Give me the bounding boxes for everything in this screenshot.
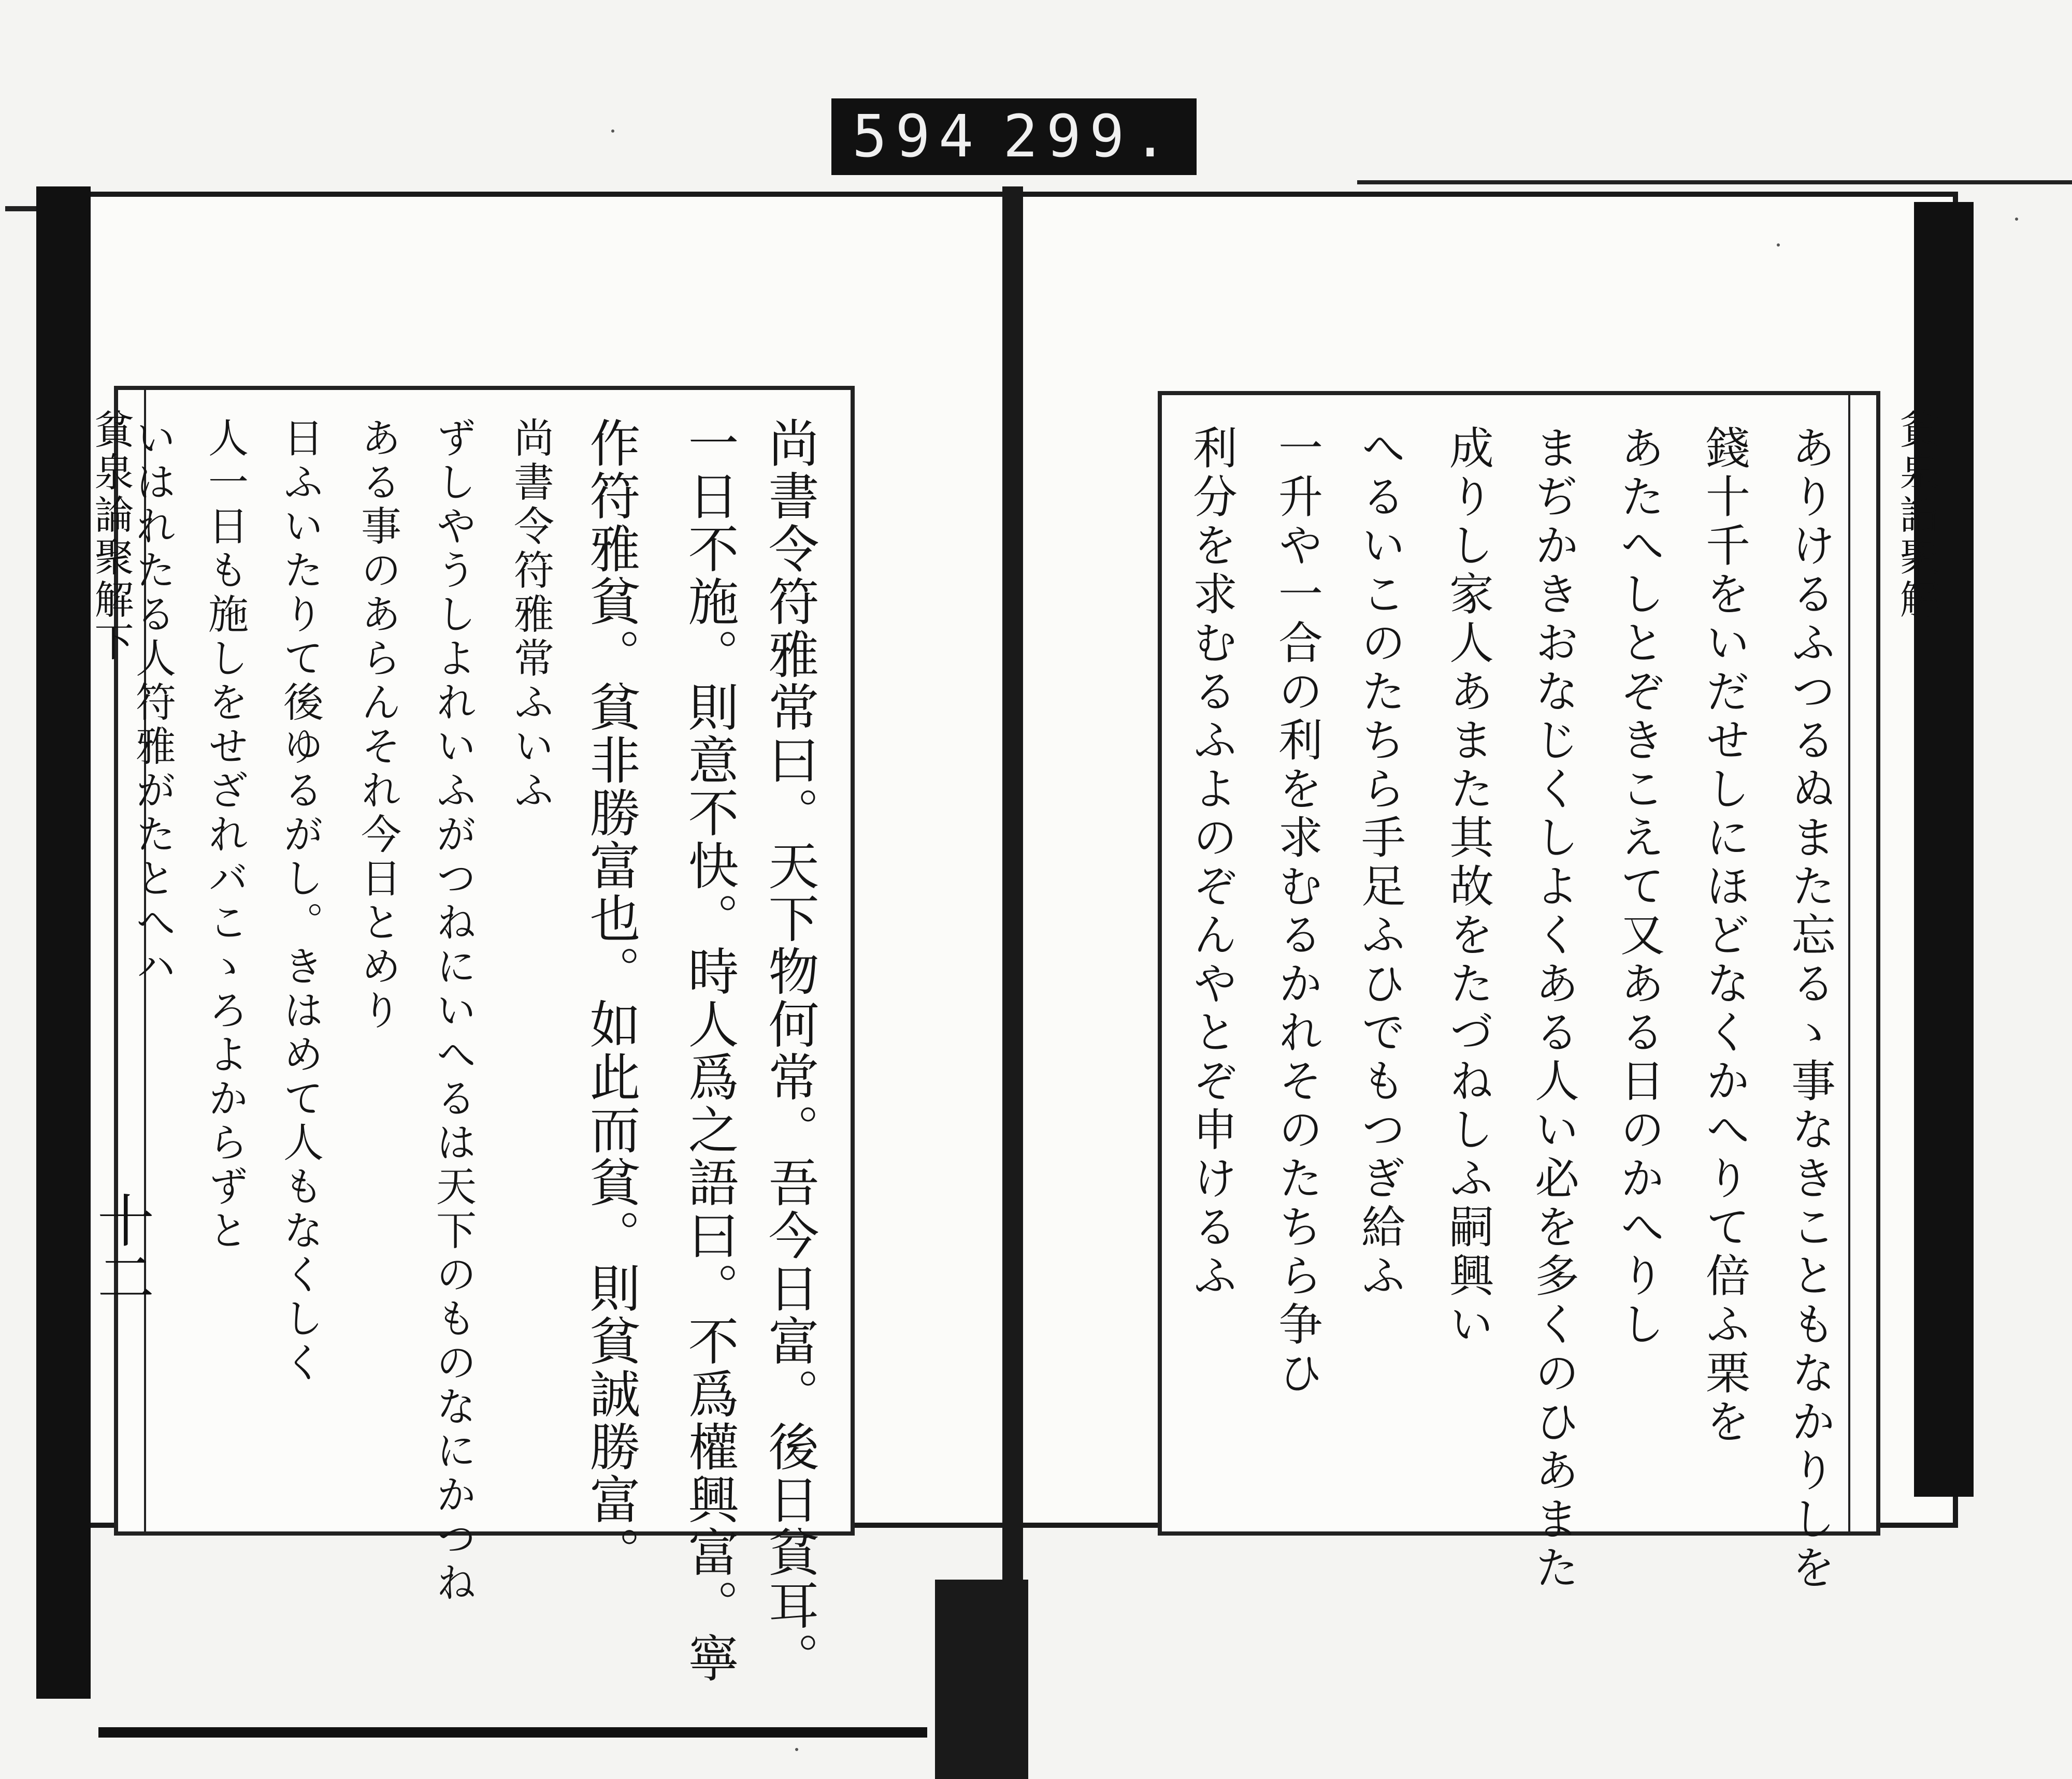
right-column-3: あたへしとぞきこえて又ある日のかへりし: [1613, 425, 1664, 1350]
left-margin-title: 貧泉論聚解下: [88, 409, 134, 664]
right-column-7: 一升や一合の利を求むるかれそのたちら争ひ: [1271, 425, 1322, 1398]
left-page-number: 十二: [88, 1191, 154, 1305]
left-column-1: 尚書令符雅常曰。天下物何常。吾今日富。後日貧耳。: [760, 417, 819, 1685]
left-column-5: ずしやうしよれいふがつねにいへるは天下のものなにかつね: [429, 417, 476, 1606]
left-column-6: ある事のあらんそれ今日とめり: [354, 417, 401, 1033]
spine-bottom-block: [935, 1580, 1028, 1779]
top-scan-rule-right: [1357, 180, 2072, 184]
right-text-frame: [1158, 391, 1880, 1536]
scan-speck: [611, 129, 614, 133]
right-margin-title: 貧泉論聚解: [1893, 409, 1939, 621]
frame-counter-right: 299.: [1003, 103, 1176, 170]
right-column-8: 利分を求むるふよのぞんやとぞ申けるふ: [1185, 425, 1237, 1301]
left-column-7: 日ふいたりて後ゆるがし。きはめて人もなくしく: [277, 417, 323, 1385]
right-column-6: へるいこのたちら手足ふひでもつぎ給ふ: [1354, 425, 1405, 1301]
left-column-3: 作符雅貧。貧非勝富也。如此而貧。則貧誠勝富。: [581, 417, 640, 1579]
left-column-8: 人一日も施しをせざれバこゝろよからずと: [202, 417, 248, 1253]
scan-speck: [1777, 243, 1780, 247]
right-column-4: まぢかきおなじくしよくある人い必を多くのひあまた: [1527, 425, 1579, 1593]
left-column-4: 尚書令符雅常ふいふ: [507, 417, 554, 813]
scan-speck: [795, 1748, 798, 1751]
frame-counter-left: 594: [852, 103, 982, 170]
left-column-9: いはれたる人符雅がたとへハ: [129, 417, 176, 989]
right-column-2: 錢十千をいだせしにほどなくかへりて倍ふ栗を: [1698, 425, 1750, 1447]
right-outer-edge: [1914, 202, 1974, 1497]
book-spine: [1002, 186, 1023, 1637]
right-column-5: 成りし家人あまた其故をたづねしふ嗣興い: [1442, 425, 1493, 1350]
microfilm-frame-counter: [831, 98, 1197, 175]
left-column-2: 一日不施。則意不快。時人爲之語曰。不爲權興富。寧: [680, 417, 739, 1685]
right-column-1: ありけるふつるぬまた忘るゝ事なきこともなかりしを: [1783, 425, 1835, 1593]
left-bottom-edge: [98, 1727, 927, 1738]
right-frame-inner-rule: [1848, 395, 1850, 1531]
scan-speck: [2015, 218, 2018, 221]
